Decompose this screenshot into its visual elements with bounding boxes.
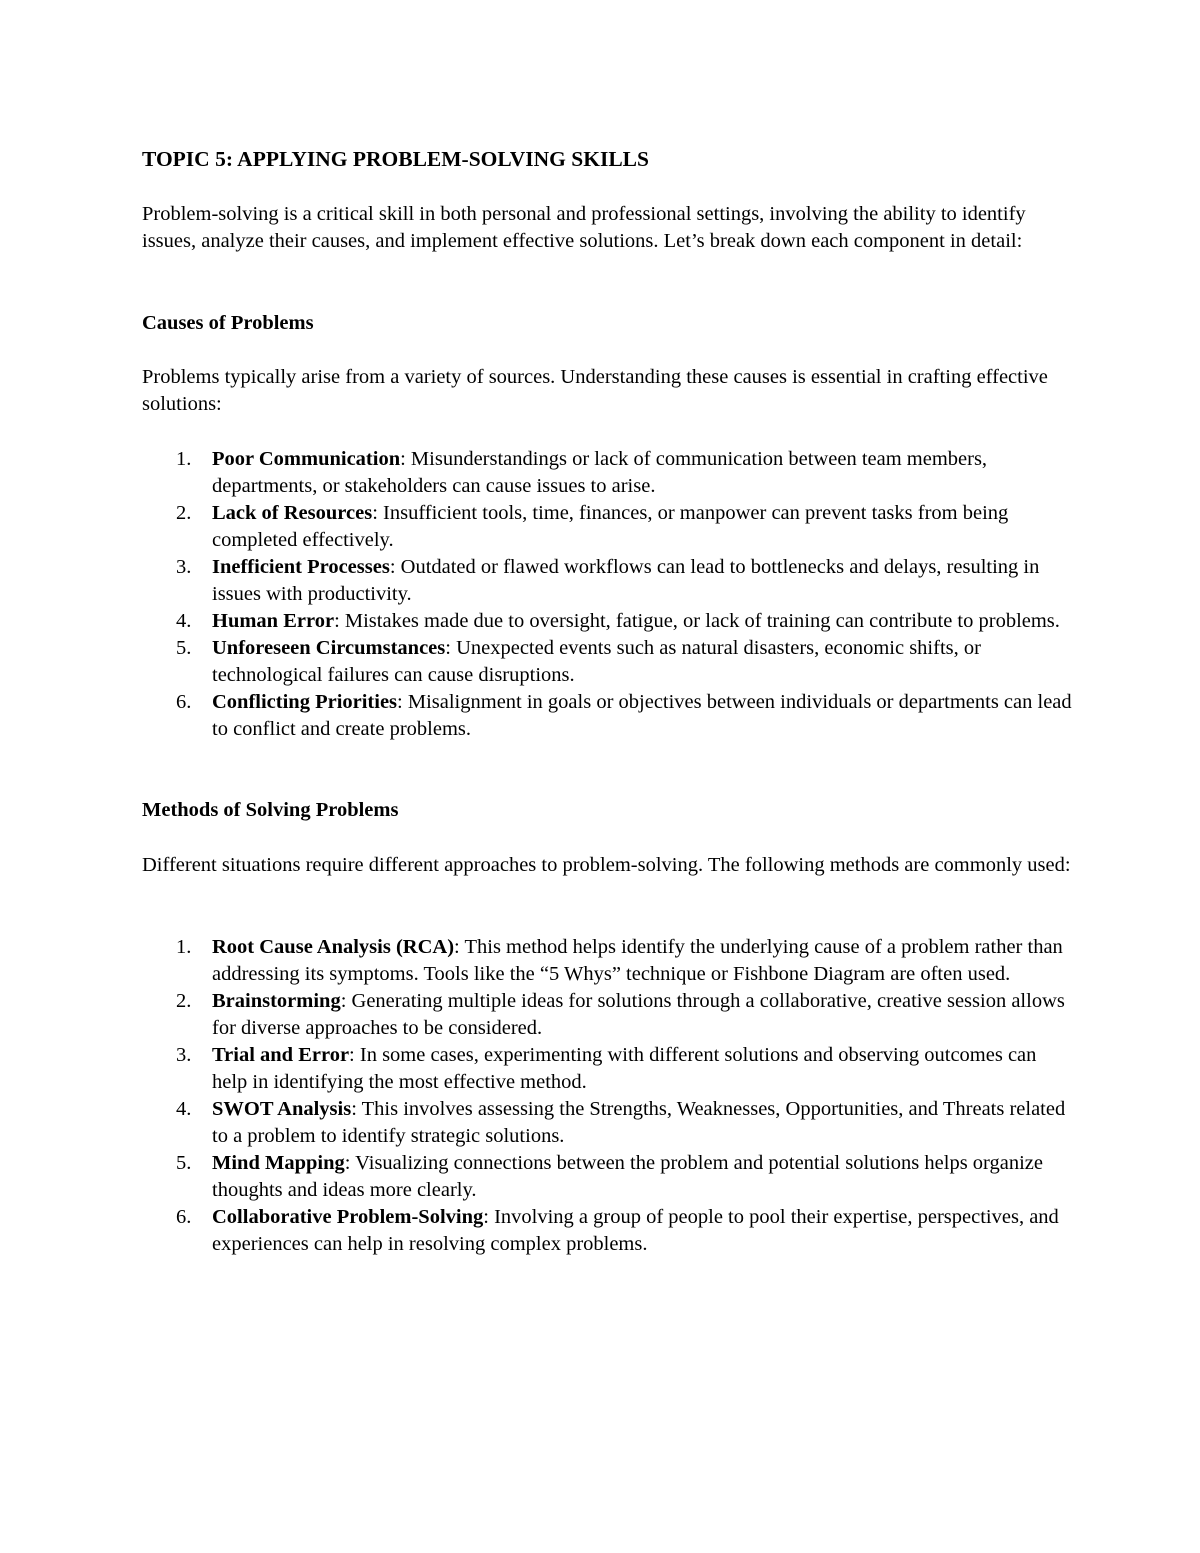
causes-intro-paragraph: Problems typically arise from a variety of sources. Understanding these causes is essential in crafting effective solutions: [142, 366, 1048, 415]
list-number: 3. [176, 556, 192, 578]
list-description: : This involves assessing the Strengths, Weaknesses, Opportunities, and Threats related to a problem to identify strategic solutions. [212, 1098, 1066, 1147]
list-term: Lack of Resources [212, 502, 373, 524]
list-item [142, 608, 1072, 635]
list-number: 2. [176, 990, 192, 1012]
causes-heading: Causes of Problems [142, 312, 314, 334]
list-term: Collaborative Problem-Solving [212, 1206, 484, 1228]
list-number: 5. [176, 637, 192, 659]
list-term: SWOT Analysis [212, 1098, 352, 1120]
list-number: 6. [176, 691, 192, 713]
list-term: Unforeseen Circumstances [212, 637, 446, 659]
intro-paragraph: Problem-solving is a critical skill in both personal and professional settings, involving the ability to identify issues, analyze their causes, and implement effective solutions. Let’s break down each component in detail: [142, 203, 1026, 252]
list-number: 4. [176, 610, 192, 632]
list-term: Brainstorming [212, 990, 341, 1012]
list-item [142, 689, 1072, 743]
list-number: 1. [176, 936, 192, 958]
list-term: Root Cause Analysis (RCA) [212, 936, 455, 958]
list-term: Mind Mapping [212, 1152, 345, 1174]
list-item [142, 1096, 1072, 1150]
list-item [142, 988, 1072, 1042]
list-number: 4. [176, 1098, 192, 1120]
list-number: 2. [176, 502, 192, 524]
methods-heading: Methods of Solving Problems [142, 799, 399, 821]
page-title: TOPIC 5: APPLYING PROBLEM-SOLVING SKILLS [142, 147, 649, 171]
list-item [142, 635, 1072, 689]
list-description: : Visualizing connections between the problem and potential solutions helps organize thoughts and ideas more clearly. [212, 1152, 1044, 1201]
list-item [142, 1150, 1072, 1204]
causes-list [142, 446, 1072, 743]
list-item [142, 1042, 1072, 1096]
list-description: : This method helps identify the underlying cause of a problem rather than addressing its symptoms. Tools like the “5 Whys” technique or Fishbone Diagram are often used. [212, 936, 1063, 985]
list-number: 3. [176, 1044, 192, 1066]
list-description: : Generating multiple ideas for solutions through a collaborative, creative session allows for diverse approaches to be considered. [212, 990, 1065, 1039]
list-description: : Outdated or flawed workflows can lead to bottlenecks and delays, resulting in issues with productivity. [212, 556, 1040, 605]
list-item [142, 554, 1072, 608]
methods-list [142, 934, 1072, 1258]
list-description: : Unexpected events such as natural disasters, economic shifts, or technological failures can cause disruptions. [212, 637, 981, 686]
list-number: 5. [176, 1152, 192, 1174]
list-item [142, 446, 1072, 500]
list-item [142, 934, 1072, 988]
list-description: : In some cases, experimenting with different solutions and observing outcomes can help in identifying the most effective method. [212, 1044, 1037, 1093]
list-term: Trial and Error [212, 1044, 350, 1066]
methods-intro-paragraph: Different situations require different approaches to problem-solving. The following methods are commonly used: [142, 854, 1071, 876]
list-description: : Involving a group of people to pool their expertise, perspectives, and experiences can help in resolving complex problems. [212, 1206, 1059, 1255]
list-description: : Misunderstandings or lack of communication between team members, departments, or stakeholders can cause issues to arise. [212, 448, 988, 497]
list-description: : Mistakes made due to oversight, fatigue, or lack of training can contribute to problems. [334, 610, 1060, 632]
list-item [142, 1204, 1072, 1258]
list-term: Conflicting Priorities [212, 691, 398, 713]
list-number: 6. [176, 1206, 192, 1228]
list-term: Inefficient Processes [212, 556, 390, 578]
list-number: 1. [176, 448, 192, 470]
list-term: Human Error [212, 610, 335, 632]
list-description: : Insufficient tools, time, finances, or manpower can prevent tasks from being completed effectively. [212, 502, 1009, 551]
list-term: Poor Communication [212, 448, 401, 470]
list-description: : Misalignment in goals or objectives between individuals or departments can lead to conflict and create problems. [212, 691, 1072, 740]
list-item [142, 500, 1072, 554]
